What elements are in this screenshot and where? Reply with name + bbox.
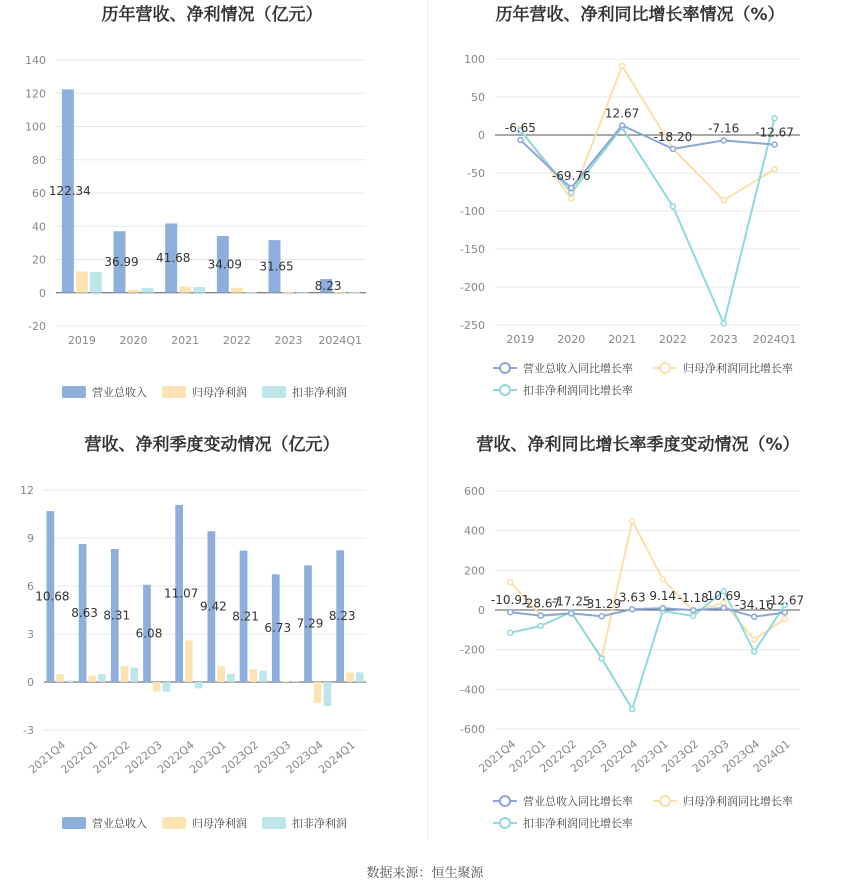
bar-net-profit	[314, 682, 322, 703]
legend-marker	[500, 796, 510, 806]
legend-label: 扣非净利润	[292, 817, 347, 830]
x-tick-label: 2023	[274, 334, 303, 347]
data-label: 31.65	[259, 259, 294, 274]
data-point	[660, 577, 665, 582]
bar-net-profit	[231, 288, 243, 293]
series-line-net-profit	[510, 521, 785, 658]
data-point	[670, 204, 675, 209]
data-label: -10.91	[490, 593, 530, 608]
annual-revenue-profit-svg	[0, 0, 425, 430]
x-tick-label: 2022Q1	[506, 737, 549, 776]
quarterly-revenue-profit-chart	[0, 430, 425, 860]
data-point	[569, 186, 574, 191]
chart-title: 历年营收、净利情况（亿元）	[101, 5, 323, 25]
data-point	[630, 607, 635, 612]
legend-marker	[660, 796, 670, 806]
x-tick-label: 2022	[222, 334, 251, 347]
x-tick-label: 2023Q1	[187, 738, 230, 777]
bar-deducted-profit	[348, 292, 360, 293]
chart-title: 历年营收、净利同比增长率情况（%）	[495, 5, 785, 25]
data-label: 11.07	[163, 586, 199, 601]
x-tick-label: 2023Q3	[689, 737, 732, 776]
y-tick-label: -200	[460, 643, 485, 657]
y-tick-label: -250	[460, 319, 485, 332]
data-label: 3.63	[618, 590, 646, 605]
chart-title: 营收、净利季度变动情况（亿元）	[84, 435, 340, 455]
data-label: 8.23	[328, 609, 356, 624]
bar-deducted-profit	[297, 293, 309, 294]
data-point	[538, 613, 543, 618]
bar-net-profit	[76, 271, 88, 292]
y-tick-label: -150	[460, 243, 485, 256]
data-label: -17.25	[551, 594, 591, 609]
legend-label: 扣非净利润同比增长率	[523, 384, 633, 397]
y-tick-label: -3	[23, 724, 34, 737]
bar-deducted-profit	[324, 682, 332, 706]
y-tick-label: 120	[25, 87, 46, 101]
legend-label: 营业总收入同比增长率	[523, 362, 633, 375]
x-tick-label: 2022Q1	[58, 738, 101, 777]
x-tick-label: 2023Q4	[283, 738, 326, 777]
legend-label: 归母净利润同比增长率	[683, 362, 793, 375]
data-label: 41.68	[155, 251, 191, 266]
x-tick-label: 2022Q4	[598, 737, 641, 776]
x-tick-label: 2020	[119, 334, 148, 347]
data-point	[752, 614, 757, 619]
legend-swatch	[162, 817, 186, 829]
data-point	[772, 116, 777, 121]
legend-label: 归母净利润	[192, 817, 247, 830]
data-label: 9.14	[649, 589, 677, 604]
data-label: 34.09	[207, 257, 243, 272]
quarterly-growth-rate-svg	[425, 430, 850, 860]
panel-divider	[427, 0, 428, 840]
x-tick-label: 2022Q2	[90, 738, 133, 777]
bar-deducted-profit	[291, 681, 299, 682]
data-label: -31.29	[582, 597, 622, 612]
bar-net-profit	[121, 666, 129, 682]
legend-label: 营业总收入	[92, 386, 147, 399]
y-tick-label: 3	[27, 628, 34, 641]
x-tick-label: 2021Q4	[26, 738, 69, 777]
legend-marker	[500, 818, 510, 828]
data-label: -18.20	[653, 129, 693, 144]
data-point	[508, 630, 513, 635]
bar-deducted-profit	[98, 674, 106, 682]
data-point	[691, 613, 696, 618]
x-tick-label: 2023Q2	[219, 738, 262, 777]
bar-deducted-profit	[163, 682, 171, 692]
y-tick-label: -50	[467, 167, 485, 180]
y-tick-label: -400	[460, 683, 485, 697]
x-tick-label: 2024Q1	[318, 334, 362, 347]
x-tick-label: 2022	[658, 333, 687, 346]
data-point	[620, 123, 625, 128]
x-tick-label: 2023	[709, 333, 738, 346]
x-tick-label: 2021	[608, 333, 637, 346]
bar-deducted-profit	[130, 668, 138, 682]
data-label: 7.29	[296, 616, 324, 631]
data-label: -12.67	[765, 593, 805, 608]
bar-net-profit	[56, 674, 64, 682]
data-label: 9.42	[200, 599, 227, 614]
legend-label: 营业总收入同比增长率	[523, 795, 633, 808]
legend-marker	[660, 363, 670, 373]
legend-label: 归母净利润同比增长率	[683, 795, 793, 808]
data-point	[691, 608, 696, 613]
data-label: 6.73	[264, 621, 292, 636]
bar-deducted-profit	[195, 682, 203, 688]
y-tick-label: 0	[27, 676, 34, 689]
data-point	[599, 614, 604, 619]
bar-net-profit	[283, 292, 295, 293]
x-tick-label: 2024Q1	[752, 333, 797, 346]
data-point	[670, 146, 675, 151]
bar-deducted-profit	[356, 672, 364, 682]
data-point	[721, 321, 726, 326]
data-label: 8.63	[71, 605, 98, 620]
x-tick-label: 2019	[506, 333, 535, 346]
bar-net-profit	[217, 666, 225, 682]
data-point	[772, 167, 777, 172]
bar-deducted-profit	[245, 292, 257, 293]
data-point	[518, 138, 523, 143]
data-label: 10.68	[35, 589, 70, 604]
data-point	[569, 196, 574, 201]
data-point	[772, 142, 777, 147]
data-point	[508, 580, 513, 585]
bar-net-profit	[88, 676, 96, 682]
bar-deducted-profit	[227, 674, 235, 682]
data-label: 122.34	[48, 184, 91, 199]
annual-revenue-profit-chart	[0, 0, 425, 430]
bar-net-profit	[249, 669, 257, 682]
x-tick-label: 2023Q2	[659, 737, 702, 776]
chart-title: 营收、净利同比增长率季度变动情况（%）	[476, 435, 800, 455]
y-tick-label: 6	[27, 580, 34, 593]
y-tick-label: -200	[460, 281, 485, 294]
data-point	[620, 63, 625, 68]
y-tick-label: 60	[32, 187, 46, 200]
bar-deducted-profit	[66, 680, 74, 682]
data-point	[630, 707, 635, 712]
legend-label: 归母净利润	[192, 386, 247, 399]
data-point	[538, 623, 543, 628]
x-tick-label: 2023Q3	[251, 738, 294, 777]
x-tick-label: 2024Q1	[750, 737, 793, 776]
y-tick-label: 100	[25, 120, 46, 134]
bar-net-profit	[179, 286, 191, 292]
data-label: 36.99	[104, 255, 139, 270]
legend-swatch	[262, 817, 286, 829]
x-tick-label: 2022Q3	[122, 738, 165, 777]
data-point	[508, 610, 513, 615]
y-tick-label: 9	[27, 532, 34, 545]
data-point	[782, 610, 787, 615]
data-point	[721, 138, 726, 143]
quarterly-revenue-profit-svg	[0, 430, 425, 860]
y-tick-label: 0	[478, 604, 485, 617]
x-tick-label: 2023Q4	[720, 737, 763, 776]
y-tick-label: 20	[32, 253, 46, 267]
x-tick-label: 2021Q4	[476, 737, 519, 776]
legend-label: 营业总收入	[92, 817, 147, 830]
y-tick-label: 100	[464, 53, 485, 66]
data-source: 数据来源：恒生聚源	[366, 866, 484, 881]
y-tick-label: 50	[471, 91, 485, 104]
data-point	[752, 649, 757, 654]
bar-net-profit	[282, 681, 290, 682]
y-tick-label: 140	[25, 54, 46, 67]
y-tick-label: 400	[464, 524, 485, 538]
x-tick-label: 2022Q4	[155, 738, 197, 777]
annual-growth-rate-chart	[425, 0, 850, 430]
data-label: 6.08	[135, 626, 163, 641]
data-label: 8.21	[232, 609, 259, 624]
data-label: -28.67	[521, 596, 561, 611]
data-label: -1.18	[677, 591, 709, 606]
y-tick-label: -100	[460, 205, 485, 218]
bar-net-profit	[346, 672, 354, 682]
x-tick-label: 2020	[557, 333, 586, 346]
data-point	[660, 606, 665, 611]
data-point	[752, 637, 757, 642]
y-tick-label: 40	[32, 220, 46, 234]
legend-swatch	[62, 386, 86, 398]
data-point	[599, 656, 604, 661]
series-line-deducted-profit	[520, 118, 774, 323]
x-tick-label: 2021	[171, 334, 200, 347]
legend-marker	[500, 363, 510, 373]
y-tick-label: 200	[464, 564, 485, 578]
x-tick-label: 2024Q1	[316, 738, 358, 777]
bar-deducted-profit	[90, 272, 102, 293]
data-point	[721, 605, 726, 610]
legend-marker	[500, 385, 510, 395]
y-tick-label: 0	[478, 129, 485, 142]
y-tick-label: 12	[20, 484, 34, 497]
legend-swatch	[62, 817, 86, 829]
y-tick-label: -20	[28, 320, 46, 333]
data-point	[782, 616, 787, 621]
y-tick-label: 80	[32, 153, 46, 167]
data-label: 10.69	[706, 588, 741, 603]
x-tick-label: 2022Q2	[537, 737, 580, 776]
y-tick-label: 0	[39, 286, 46, 300]
x-tick-label: 2019	[67, 334, 96, 347]
data-label: -34.16	[734, 597, 774, 612]
annual-growth-rate-svg	[425, 0, 850, 430]
data-label: -69.76	[551, 169, 591, 184]
legend-label: 扣非净利润同比增长率	[523, 817, 633, 830]
data-label: 8.23	[314, 278, 342, 293]
legend-swatch	[262, 386, 286, 398]
y-tick-label: 600	[464, 485, 485, 498]
data-label: -7.16	[708, 121, 740, 136]
x-tick-label: 2023Q1	[628, 737, 671, 776]
data-label: -12.67	[755, 125, 794, 140]
bar-net-profit	[153, 682, 161, 692]
data-label: 8.31	[103, 608, 131, 623]
data-point	[569, 611, 574, 616]
x-tick-label: 2022Q3	[567, 737, 610, 776]
legend-label: 扣非净利润	[292, 386, 347, 399]
bar-deducted-profit	[259, 671, 267, 682]
data-point	[721, 198, 726, 203]
quarterly-growth-rate-chart	[425, 430, 850, 860]
bar-net-profit	[128, 290, 140, 293]
data-label: 12.67	[604, 106, 640, 121]
bar-net-profit	[185, 640, 193, 682]
data-point	[630, 518, 635, 523]
y-tick-label: -600	[460, 723, 485, 736]
bar-deducted-profit	[193, 287, 205, 293]
data-label: -6.65	[504, 121, 536, 136]
legend-swatch	[162, 386, 186, 398]
bar-deducted-profit	[142, 288, 154, 293]
